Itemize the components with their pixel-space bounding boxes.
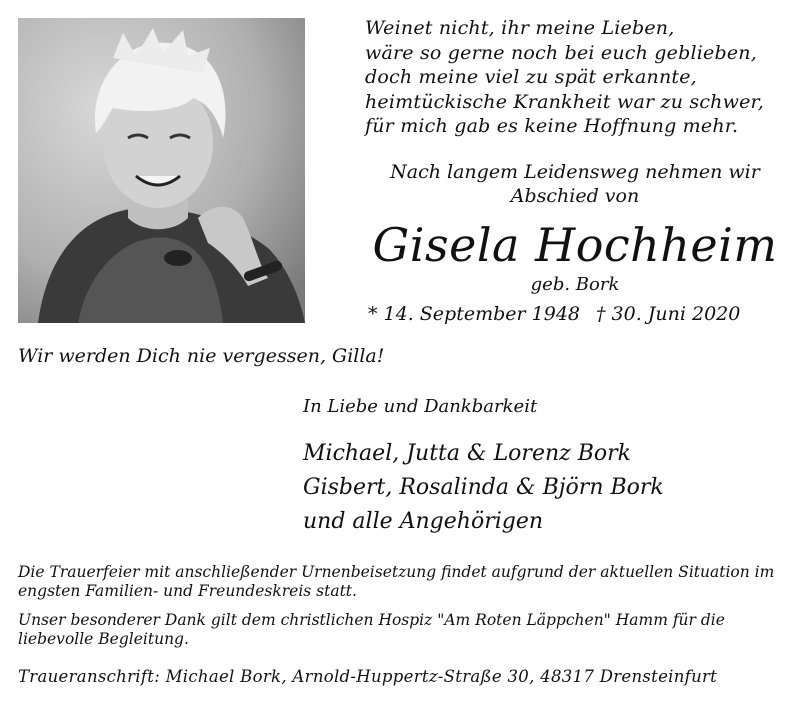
mourners-list [303, 437, 763, 539]
mourner-line: und alle Angehörigen [303, 509, 544, 534]
mourner-line: Gisbert, Rosalinda & Björn Bork [303, 475, 664, 500]
life-dates [368, 302, 788, 326]
deceased-name: Gisela Hochheim [372, 218, 778, 272]
remembrance-line: Wir werden Dich nie vergessen, Gilla! [18, 345, 385, 367]
mourner-line: Michael, Jutta & Lorenz Bork [303, 441, 631, 466]
birth-name: geb. Bork [530, 274, 620, 295]
funeral-notice [18, 563, 783, 659]
birth-date: * 14. September 1948 [368, 303, 580, 325]
mourning-address: Traueranschrift: Michael Bork, Arnold-Huppertz-Straße 30, 48317 Drensteinfurt [18, 667, 718, 686]
portrait-illustration [18, 18, 305, 323]
notice-paragraph: Unser besonderer Dank gilt dem christlichen Hospiz "Am Roten Läppchen" Hamm für die liebevolle Begleitung. [18, 611, 725, 648]
poem [365, 16, 785, 139]
poem-line: heimtückische Krankheit war zu schwer, [365, 90, 764, 113]
poem-line: für mich gab es keine Hoffnung mehr. [365, 115, 739, 137]
poem-line: wäre so gerne noch bei euch geblieben, [365, 41, 757, 64]
farewell-intro [365, 160, 785, 208]
notice-paragraph: Die Trauerfeier mit anschließender Urnenbeisetzung findet aufgrund der aktuellen Situation im engsten Familien- und Freundeskreis statt. [18, 563, 775, 600]
intro-line: Nach langem Leidensweg nehmen wir [390, 161, 760, 183]
poem-line: doch meine viel zu spät erkannte, [365, 66, 697, 88]
death-date: † 30. Juni 2020 [596, 303, 741, 325]
intro-line: Abschied von [510, 185, 640, 207]
poem-line: Weinet nicht, ihr meine Lieben, [365, 17, 675, 39]
gratitude-line: In Liebe und Dankbarkeit [303, 396, 538, 417]
portrait-photo [18, 18, 305, 323]
